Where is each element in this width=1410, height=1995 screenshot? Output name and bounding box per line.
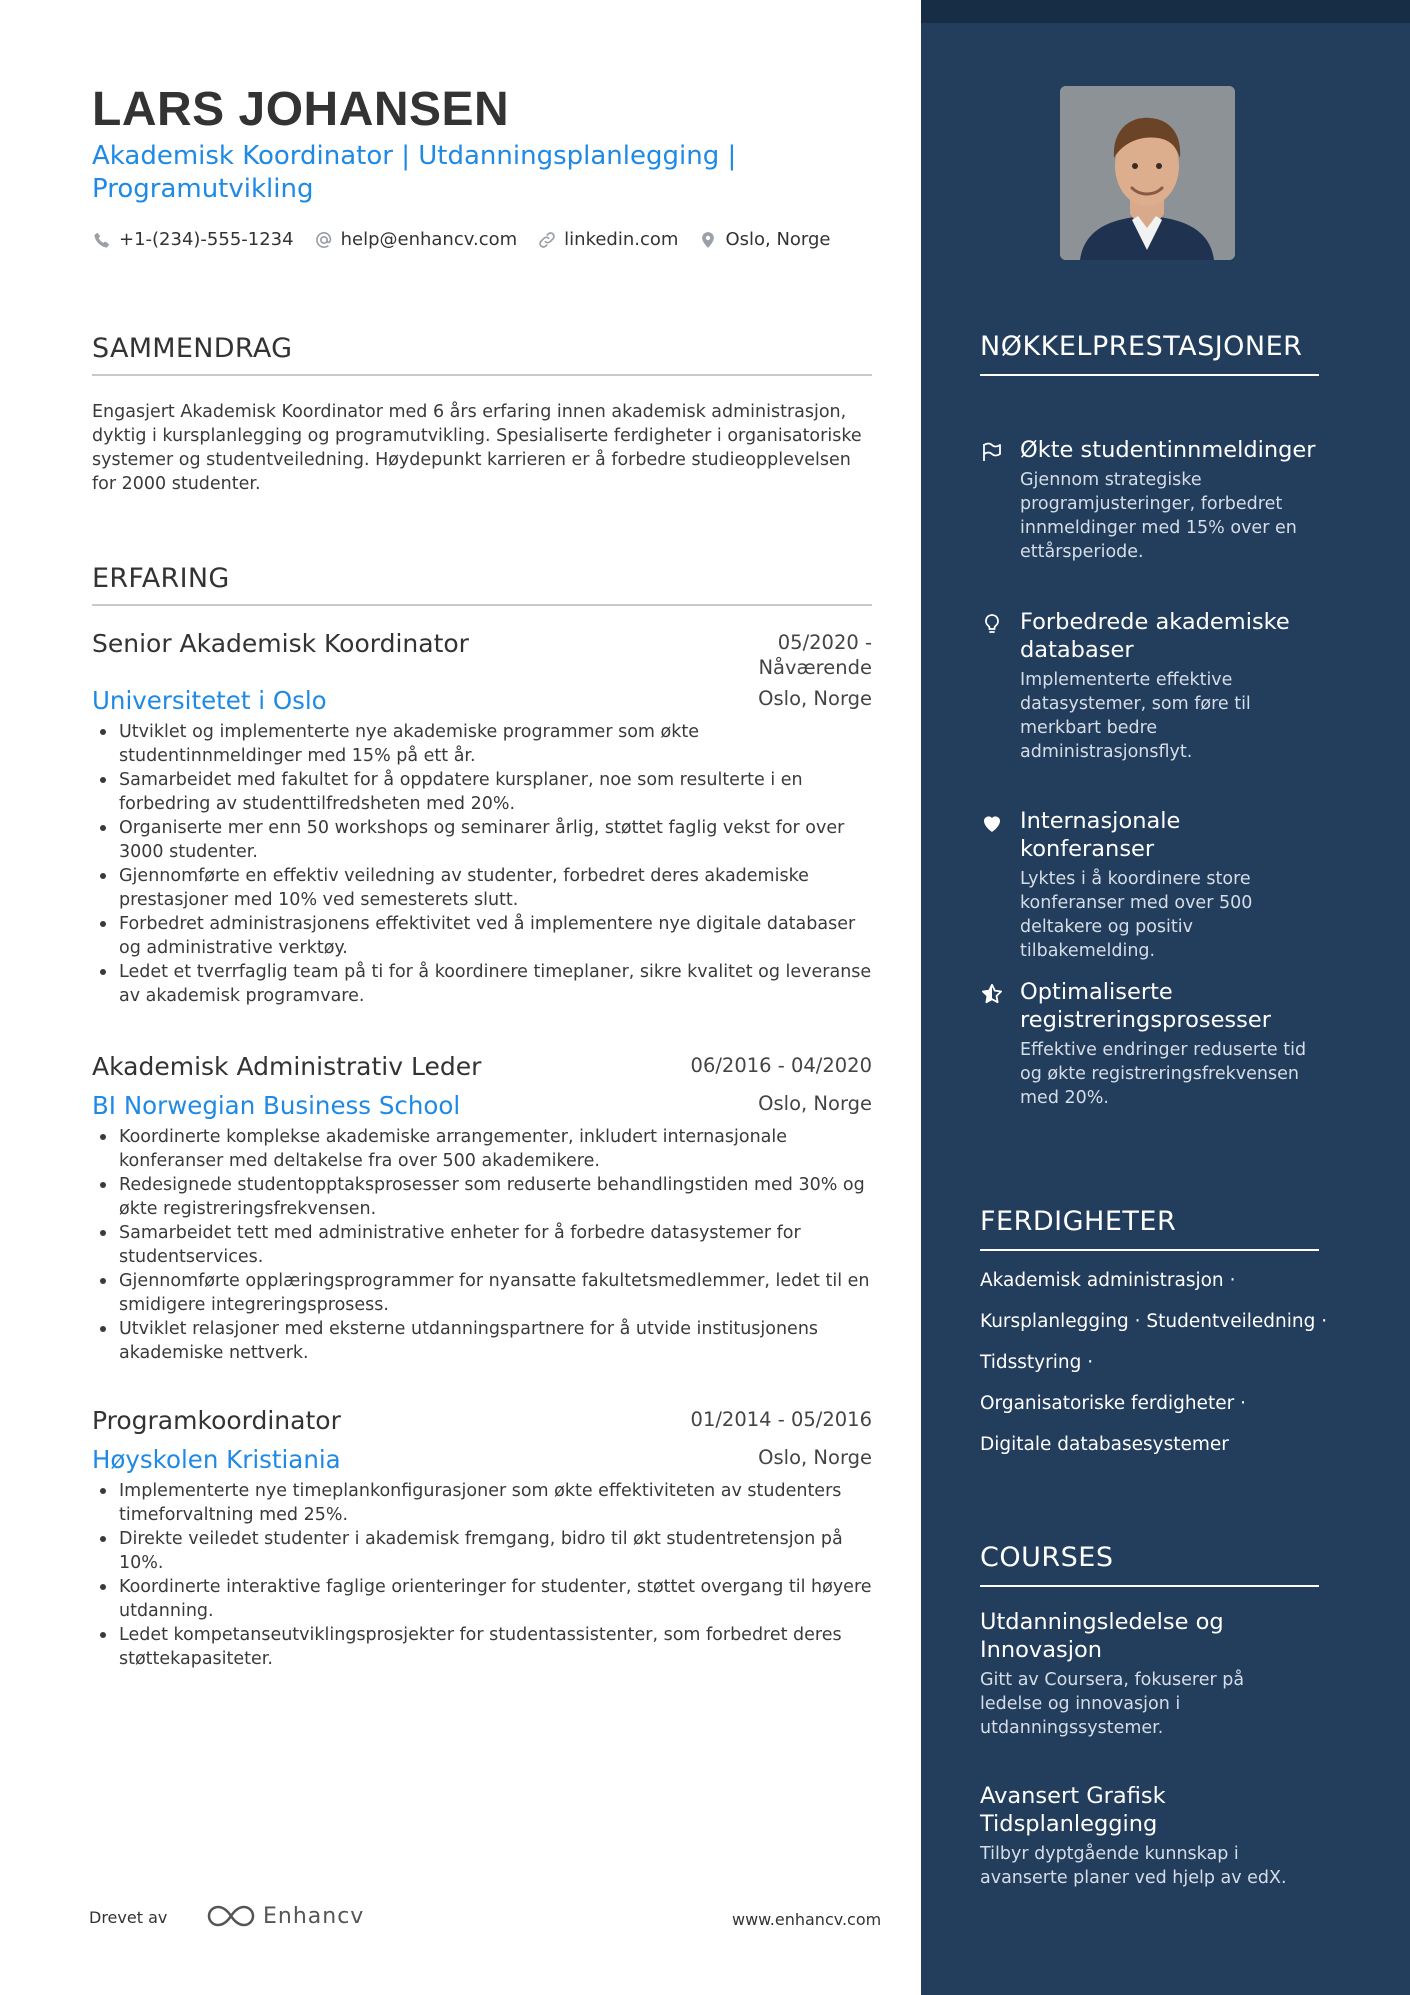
bullet-item: Samarbeidet med fakultet for å oppdatere kursplaner, noe som resulterte i en forbedring av studenttilfredsheten med 20%. [92, 768, 872, 816]
job-location: Oslo, Norge [758, 687, 872, 710]
course-title: Utdanningsledelse og Innovasjon [980, 1609, 1224, 1663]
skill-row [980, 1434, 1325, 1475]
job-title: Senior Akademisk Koordinator [92, 629, 469, 658]
experience-entry [92, 1051, 872, 1365]
skill-tag: Tidsstyring [980, 1352, 1082, 1373]
skill-tag: Studentveiledning [1146, 1311, 1316, 1332]
job-date: 06/2016 - 04/2020 [690, 1054, 872, 1077]
achievement-title: Forbedrede akademiske databaser [1020, 609, 1290, 663]
phone-icon [92, 230, 112, 250]
profile-photo [1060, 86, 1235, 260]
sidebar [921, 0, 1410, 1995]
experience-heading: ERFARING [92, 563, 872, 606]
at-icon [314, 230, 334, 250]
lightbulb-icon [980, 612, 1004, 636]
headline-line-2: Programutvikling [92, 174, 314, 204]
job-bullets [92, 1479, 872, 1671]
bullet-item: Utviklet relasjoner med eksterne utdanningspartnere for å utvide institusjonens akademiske nettverk. [92, 1317, 872, 1365]
candidate-name: LARS JOHANSEN [92, 83, 510, 136]
achievement-desc: Lyktes i å koordinere store konferanser med over 500 deltakere og positiv tilbakemelding. [1020, 869, 1253, 961]
achievement-desc: Effektive endringer reduserte tid og økte registreringsfrekvensen med 20%. [1020, 1040, 1307, 1108]
company-name: Høyskolen Kristiania [92, 1445, 341, 1474]
course-title: Avansert Grafisk Tidsplanlegging [980, 1783, 1166, 1837]
job-date: 01/2014 - 05/2016 [690, 1408, 872, 1431]
experience-entry [92, 628, 872, 1008]
achievement-title: Internasjonale konferanser [1020, 808, 1181, 862]
linkedin-text: linkedin.com [564, 229, 679, 250]
job-date [758, 630, 872, 680]
job-title: Akademisk Administrativ Leder [92, 1052, 482, 1081]
achievements-heading: NØKKELPRESTASJONER [980, 329, 1319, 376]
email-text: help@enhancv.com [340, 229, 518, 250]
sidebar-top-band [921, 0, 1410, 23]
summary-text: Engasjert Akademisk Koordinator med 6 års erfaring innen akademisk administrasjon, dyktig i kursplanlegging og programutvikling. Spesialiserte ferdigheter i organisatoriske systemer og studentveiledning. Høydepunkt karrieren er å forbedre studieopplevelsen for 2000 studenter. [92, 402, 862, 494]
location-text: Oslo, Norge [725, 229, 831, 250]
location-pin-icon [698, 230, 718, 250]
bullet-item: Ledet et tverrfaglig team på ti for å koordinere timeplaner, sikre kvalitet og leveranse av akademisk programvare. [92, 960, 872, 1008]
job-bullets [92, 720, 872, 1008]
skill-separator: · [1134, 1311, 1141, 1332]
contact-email[interactable] [314, 229, 518, 250]
flag-icon [980, 440, 1004, 464]
job-date-start: 05/2020 - [777, 631, 872, 654]
job-location: Oslo, Norge [758, 1092, 872, 1115]
skills-list [980, 1270, 1328, 1475]
job-header [92, 628, 872, 679]
job-company-row [92, 685, 872, 716]
job-title: Programkoordinator [92, 1406, 341, 1435]
achievement-desc: Implementerte effektive datasystemer, som føre til merkbart bedre administrasjonsflyt. [1020, 670, 1251, 762]
powered-by-label: Drevet av [89, 1908, 168, 1927]
bullet-item: Gjennomførte en effektiv veiledning av studenter, forbedret deres akademiske prestasjoner med 10% ved semesterets slutt. [92, 864, 872, 912]
bullet-item: Ledet kompetanseutviklingsprosjekter for studentassistenter, som forbedret deres støttekapasiteter. [92, 1623, 872, 1671]
skill-row [980, 1311, 1328, 1352]
brand-name: Enhancv [263, 1903, 365, 1929]
job-bullets [92, 1125, 872, 1365]
phone-text: +1-(234)-555-1234 [119, 229, 294, 250]
bullet-item: Direkte veiledet studenter i akademisk fremgang, bidro til økt studentretensjon på 10%. [92, 1527, 872, 1575]
skills-heading: FERDIGHETER [980, 1204, 1319, 1251]
job-company-row [92, 1444, 872, 1475]
headline [92, 140, 772, 206]
bullet-item: Organiserte mer enn 50 workshops og seminarer årlig, støttet faglig vekst for over 3000 studenter. [92, 816, 872, 864]
skill-row [980, 1270, 1325, 1311]
skill-row [980, 1352, 1325, 1393]
achievement-title: Optimaliserte registreringsprosesser [1020, 979, 1271, 1033]
contact-phone[interactable] [92, 229, 294, 250]
job-company-row [92, 1090, 872, 1121]
achievement-item [980, 978, 1320, 1110]
achievement-item [980, 436, 1320, 564]
bullet-item: Koordinerte interaktive faglige orienteringer for studenter, støttet overgang til høyere utdanning. [92, 1575, 872, 1623]
achievement-item [980, 807, 1320, 963]
bullet-item: Samarbeidet tett med administrative enheter for å forbedre datasystemer for studentservices. [92, 1221, 872, 1269]
enhancv-logo[interactable] [207, 1903, 364, 1929]
course-desc: Gitt av Coursera, fokuserer på ledelse og innovasjon i utdanningssystemer. [980, 1670, 1245, 1738]
bullet-item: Utviklet og implementerte nye akademiske programmer som økte studentinnmeldinger med 15% på ett år. [92, 720, 872, 768]
job-header [92, 1051, 872, 1082]
headline-line-1: Akademisk Koordinator | Utdanningsplanlegging | [92, 141, 737, 171]
skill-separator: · [1229, 1270, 1236, 1291]
skill-tag: Akademisk administrasjon [980, 1270, 1224, 1291]
skill-separator: · [1240, 1393, 1246, 1414]
job-location: Oslo, Norge [758, 1446, 872, 1469]
course-desc: Tilbyr dyptgående kunnskap i avanserte planer ved hjelp av edX. [980, 1844, 1287, 1888]
contact-bar [92, 229, 851, 250]
experience-entry [92, 1405, 872, 1671]
bullet-item: Redesignede studentopptaksprosesser som reduserte behandlingstiden med 30% og økte registreringsfrekvensen. [92, 1173, 872, 1221]
bullet-item: Koordinerte komplekse akademiske arrangementer, inkludert internasjonale konferanser med deltakelse fra over 500 akademikere. [92, 1125, 872, 1173]
star-icon [980, 982, 1004, 1006]
skill-tag: Digitale databasesystemer [980, 1434, 1229, 1455]
avatar-icon [1060, 86, 1235, 260]
job-header [92, 1405, 872, 1436]
courses-heading: COURSES [980, 1540, 1319, 1587]
infinity-logo-icon [207, 1903, 255, 1929]
skill-row [980, 1393, 1325, 1434]
heart-icon [980, 811, 1004, 835]
bullet-item: Implementerte nye timeplankonfigurasjoner som økte effektiviteten av studenters timeforvaltning med 25%. [92, 1479, 872, 1527]
bullet-item: Gjennomførte opplæringsprogrammer for nyansatte fakultetsmedlemmer, ledet til en smidigere integreringsprosess. [92, 1269, 872, 1317]
course-item [980, 1608, 1310, 1740]
skill-separator: · [1321, 1311, 1328, 1332]
achievement-desc: Gjennom strategiske programjusteringer, forbedret innmeldinger med 15% over en ettårsperiode. [1020, 470, 1297, 562]
summary-heading: SAMMENDRAG [92, 333, 872, 376]
skill-tag: Kursplanlegging [980, 1311, 1129, 1332]
skill-tag: Organisatoriske ferdigheter [980, 1393, 1235, 1414]
skill-separator: · [1087, 1352, 1094, 1373]
footer-url[interactable]: www.enhancv.com [732, 1910, 882, 1929]
job-date-end: Nåværende [758, 656, 872, 679]
course-item [980, 1782, 1310, 1890]
contact-location [698, 229, 830, 250]
link-icon [537, 230, 557, 250]
achievement-title: Økte studentinnmeldinger [1020, 437, 1316, 463]
company-name: BI Norwegian Business School [92, 1091, 461, 1120]
company-name: Universitetet i Oslo [92, 686, 327, 715]
bullet-item: Forbedret administrasjonens effektivitet ved å implementere nye digitale databaser og administrative verktøy. [92, 912, 872, 960]
contact-linkedin[interactable] [537, 229, 678, 250]
achievement-item [980, 608, 1320, 764]
